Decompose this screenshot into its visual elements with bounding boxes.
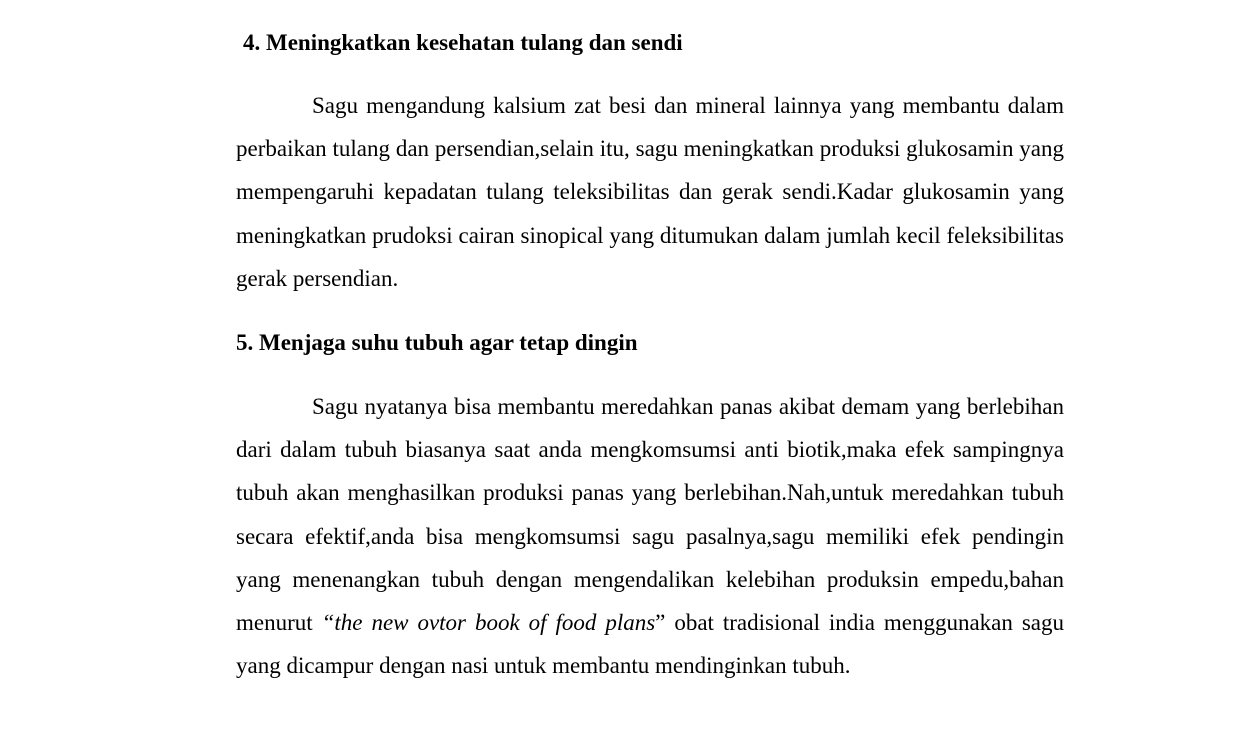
book-title-italic: “the new ovtor book of food plans [321,610,656,636]
section-heading-5: 5. Menjaga suhu tubuh agar tetap dingin [236,330,638,355]
section-heading-4: 4. Meningkatkan kesehatan tulang dan sendi [243,30,683,55]
section-paragraph-4: Sagu mengandung kalsium zat besi dan mineral lainnya yang membantu dalam perbaikan tulang dan persendian,selain itu, sagu meningkatkan produksi glukosamin yang mempengaruhi kepadatan tulang teleksibilitas dan gerak sendi.Kadar glukosamin yang meningkatkan prudoksi cairan sinopical yang ditumukan dalam jumlah kecil feleksibilitas gerak persendian. [236,93,1064,291]
section-paragraph-5 [236,385,1064,687]
paragraph-text-part1: Sagu nyatanya bisa membantu meredahkan panas akibat demam yang berlebihan dari dalam tubuh biasanya saat anda mengkomsumsi anti biotik,maka efek sampingnya tubuh akan menghasilkan produksi panas yang berlebihan.Nah,untuk meredahkan tubuh secara efektif,anda bisa mengkomsumsi sagu pasalnya,sagu memiliki efek pendingin yang menenangkan tubuh dengan mengendalikan kelebihan produksin empedu,bahan menurut [236,394,1064,636]
paragraph-text-part2: ” obat tradisional india menggunakan sagu yang dicampur dengan nasi untuk membantu mendinginkan tubuh. [236,610,1064,679]
